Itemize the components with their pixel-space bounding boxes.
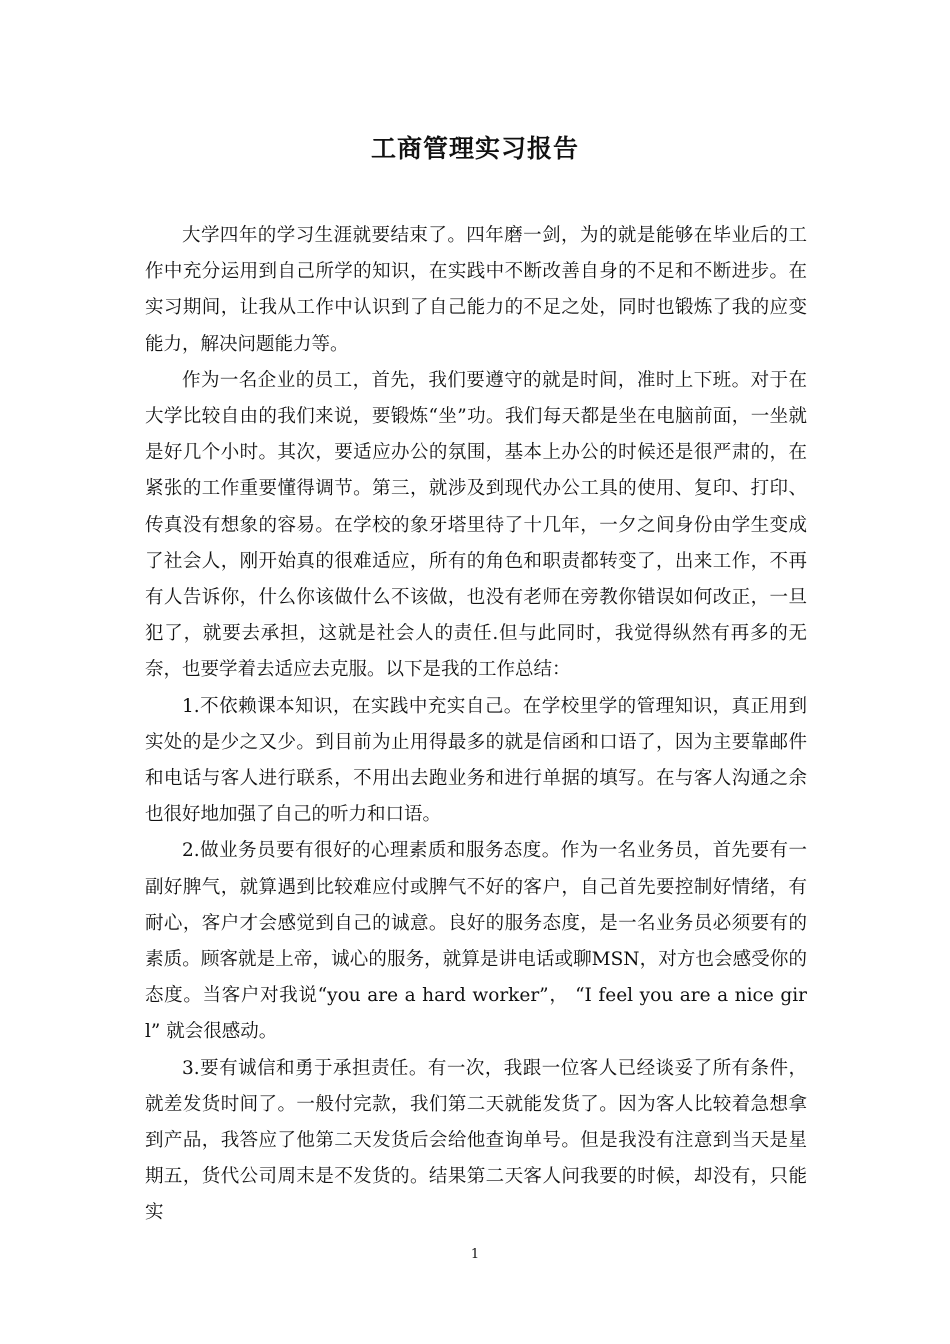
paragraph-point-2: 2.做业务员要有很好的心理素质和服务态度。作为一名业务员，首先要有一副好脾气，就算遇到比较难应付或脾气不好的客户，自己首先要控制好情绪，有耐心，客户才会感觉到自己的诚意。良好的服务态度，是一名业务员必须要有的素质。顾客就是上帝，诚心的服务，就算是讲电话或聊MSN，对方也会感受你的态度。当客户对我说“you are a hard worker”， “I feel you are a nice girl” 就会很感动。 xyxy=(145,840,807,1043)
document-title: 工商管理实习报告 xyxy=(370,134,579,163)
paragraph-point-1: 1.不依赖课本知识，在实践中充实自己。在学校里学的管理知识，真正用到实处的是少之又少。到目前为止用得最多的就是信函和口语了，因为主要靠邮件和电话与客人进行联系，不用出去跑业务和进行单据的填写。在与客人沟通之余也很好地加强了自己的听力和口语。 xyxy=(145,695,807,826)
paragraph-intro: 大学四年的学习生涯就要结束了。四年磨一剑，为的就是能够在毕业后的工作中充分运用到自己所学的知识，在实践中不断改善自身的不足和不断进步。在实习期间，让我从工作中认识到了自己能力的不足之处，同时也锻炼了我的应变能力，解决问题能力等。 xyxy=(145,225,807,355)
document-body xyxy=(145,218,807,1232)
page-number: 1 xyxy=(470,1247,480,1262)
paragraph-employee-duties: 作为一名企业的员工，首先，我们要遵守的就是时间，准时上下班。对于在大学比较自由的我们来说，要锻炼“坐”功。我们每天都是坐在电脑前面，一坐就是好几个小时。其次，要适应办公的氛围，基本上办公的时候还是很严肃的，在紧张的工作重要懂得调节。第三，就涉及到现代办公工具的使用、复印、打印、传真没有想象的容易。在学校的象牙塔里待了十几年，一夕之间身份由学生变成了社会人，刚开始真的很难适应，所有的角色和职责都转变了，出来工作，不再有人告诉你，什么你该做什么不该做，也没有老师在旁教你错误如何改正，一旦犯了，就要去承担，这就是社会人的责任.但与此同时，我觉得纵然有再多的无奈，也要学着去适应去克服。以下是我的工作总结： xyxy=(145,369,807,681)
paragraph-point-3: 3.要有诚信和勇于承担责任。有一次，我跟一位客人已经谈妥了所有条件，就差发货时间了。一般付完款，我们第二天就能发货了。因为客人比较着急想拿到产品，我答应了他第二天发货后会给他查询单号。但是我没有注意到当天是星期五，货代公司周末是不发货的。结果第二天客人问我要的时候，却没有，只能实 xyxy=(145,1057,807,1224)
